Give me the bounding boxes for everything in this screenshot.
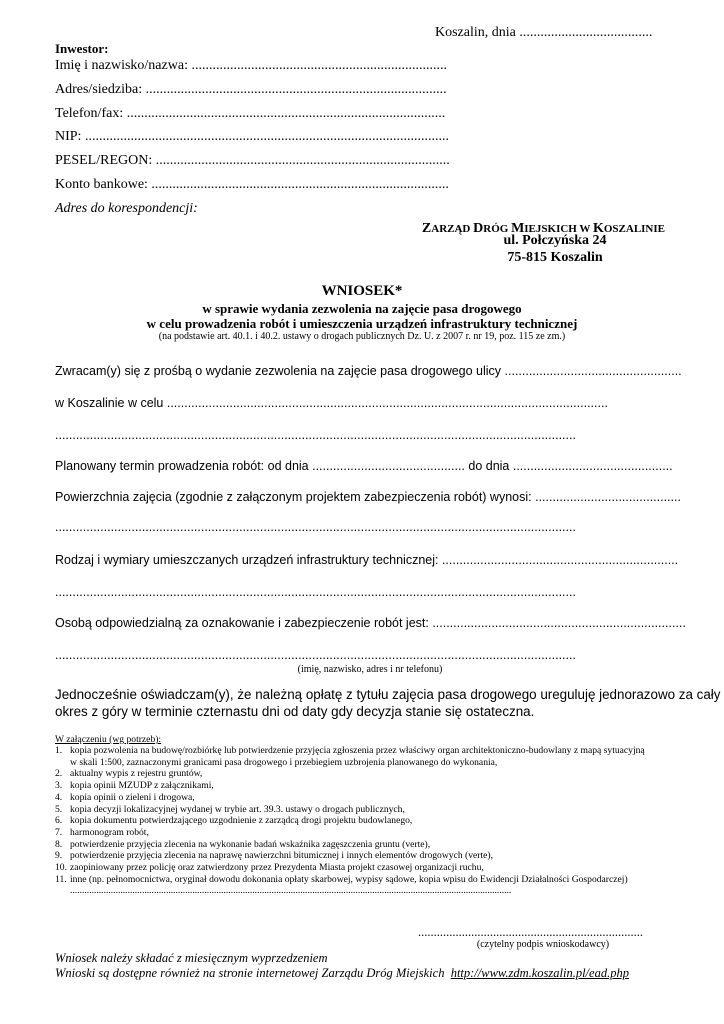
addressee-letter: D — [473, 221, 484, 236]
list-item: 2. aktualny wypis z rejestru gruntów, — [55, 768, 203, 780]
planned-dates-line: Planowany termin prowadzenia robót: od dnia ............................................ do dnia .............................................. — [55, 459, 673, 473]
list-item: 9. potwierdzenie przyjęcia zlecenia na naprawę nawierzchni bitumicznej i innych elementów drogowych (verte), — [55, 850, 493, 862]
footer-website-note — [55, 966, 629, 981]
correspondence-label: Adres do korespondencji: — [55, 201, 198, 216]
attachments-list — [55, 745, 645, 897]
list-item: 1. kopia pozwolenia na budowę/rozbiórkę lub potwierdzenie przyjęcia zgłoszenia przez właściwy organ architektoniczno-budowlany z mapą sytuacyjną — [55, 745, 645, 756]
field-nip: NIP: ........................................................................................................ — [55, 129, 449, 144]
addressee-street: ul. Połczyńska 24 — [503, 233, 607, 248]
purpose-line-continued: ...................................................................................................................................................... — [55, 428, 576, 442]
addressee-postal: 75-815 Koszalin — [507, 250, 603, 265]
list-item: 8. potwierdzenie przyjęcia zlecenia na wykonanie badań wskaźnika zagęszczenia gruntu (verte), — [55, 838, 431, 850]
addressee-word: OSZALINIE — [603, 223, 665, 235]
purpose-line: w Koszalinie w celu ............................................................................................................................... — [55, 396, 608, 410]
attachments-heading: W załączeniu (wg potrzeb): — [55, 734, 162, 745]
field-pesel: PESEL/REGON: .................................................................................... — [55, 153, 450, 168]
footer-website-link[interactable]: http://www.zdm.koszalin.pl/ead.php — [450, 966, 629, 980]
addressee-word: ARZĄD — [431, 223, 474, 235]
list-item: 3. kopia opinii MZUDP z załącznikami, — [55, 780, 214, 792]
declaration-line-2: okres z góry w terminie czternastu dni od daty gdy decyzja stanie się ostateczna. — [55, 704, 535, 719]
field-phone: Telefon/fax: ........................................................................................... — [55, 106, 446, 121]
area-line: Powierzchnia zajęcia (zgodnie z załączonym projektem zabezpieczenia robót) wynosi: .......................................... — [55, 490, 681, 504]
footer-website-text: Wnioski są dostępne również na stronie internetowej Zarządu Dróg Miejskich — [55, 966, 445, 980]
signature-caption: (czytelny podpis wnioskodawcy) — [476, 939, 610, 950]
signature-line: ........................................................................ — [418, 925, 643, 939]
list-item-extra-line: ........................................................................................................................................................................................ — [70, 885, 512, 897]
addressee-word: IEJSKICH W — [524, 223, 593, 235]
field-address: Adres/siedziba: ...................................................................................... — [55, 82, 447, 97]
list-item: w skali 1:500, zaznaczonymi granicami pasa drogowego i przebiegiem uzbrojenia planowanego do wykonania, — [70, 756, 498, 768]
list-item: 6. kopia dokumentu potwierdzającego uzgodnienie z zarządcą drogi projektu budowlanego, — [55, 815, 413, 827]
addressee-word: RÓG — [483, 223, 512, 235]
document-title: WNIOSEK* — [321, 283, 403, 299]
list-item: 4. kopia opinii o zieleni i drogowa, — [55, 791, 195, 803]
list-item: 11. inne (np. pełnomocnictwa, oryginał dowodu dokonania opłaty skarbowej, wypisy sądowe, kopia wpisu do Ewidencji Działalności Gospodarczej) — [55, 873, 628, 885]
city-date-line: Koszalin, dnia ...................................... — [435, 25, 653, 40]
list-item: 7. harmonogram robót, — [55, 826, 149, 838]
request-street-line: Zwracam(y) się z prośbą o wydanie zezwolenia na zajęcie pasa drogowego ulicy ................................................... — [55, 364, 682, 378]
person-caption: (imię, nazwisko, adres i nr telefonu) — [297, 664, 443, 675]
addressee-letter: K — [592, 221, 604, 236]
list-item: 10. zaopiniowany przez policję oraz zatwierdzony przez Prezydenta Miasta projekt czasowej organizacji ruchu, — [55, 862, 484, 874]
legal-basis: (na podstawie art. 40.1. i 40.2. ustawy o drogach publicznych Dz. U. z 2007 r. nr 19, poz. 115 ze zm.) — [158, 331, 566, 342]
field-bank-account: Konto bankowe: ..................................................................................... — [55, 177, 449, 192]
addressee-letter: M — [511, 221, 525, 236]
footer-note: Wniosek należy składać z miesięcznym wyprzedzeniem — [55, 951, 328, 965]
area-line-continued: ...................................................................................................................................................... — [55, 520, 576, 534]
infrastructure-line: Rodzaj i wymiary umieszczanych urządzeń infrastruktury technicznej: .................................................................... — [55, 553, 679, 567]
list-item: 5. kopia decyzji lokalizacyjnej wydanej w trybie art. 39.3. ustawy o drogach publicznych, — [55, 803, 405, 815]
document-subtitle-1: w sprawie wydania zezwolenia na zajęcie pasa drogowego — [202, 301, 522, 316]
infrastructure-line-continued: ...................................................................................................................................................... — [55, 585, 576, 599]
field-name: Imię i nazwisko/nazwa: ......................................................................... — [55, 58, 447, 73]
investor-heading: Inwestor: — [55, 41, 109, 56]
responsible-person-line: Osobą odpowiedzialną za oznakowanie i zabezpieczenie robót jest: ......................................................................... — [55, 616, 686, 630]
responsible-person-line-continued: ...................................................................................................................................................... — [55, 648, 576, 662]
declaration-line-1: Jednocześnie oświadczam(y), że należną opłatę z tytułu zajęcia pasa drogowego ureguluję jednorazowo za cały — [55, 687, 721, 702]
document-subtitle-2: w celu prowadzenia robót i umieszczenia urządzeń infrastruktury technicznej — [146, 316, 578, 331]
addressee-letter: Z — [421, 221, 432, 236]
